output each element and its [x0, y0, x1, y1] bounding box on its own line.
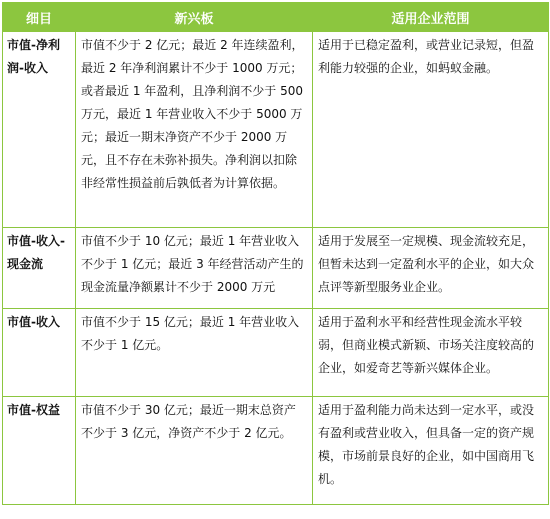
listing-criteria-table	[2, 2, 549, 505]
header-applicable-scope: 适用企业范围	[313, 3, 549, 32]
table-row	[3, 32, 549, 228]
row-criteria: 市值不少于 10 亿元；最近 1 年营业收入不少于 1 亿元；最近 3 年经营活动产生的现金流量净额累计不少于 2000 万元	[76, 228, 313, 309]
row-scope: 适用于已稳定盈利，或营业记录短，但盈利能力较强的企业，如蚂蚁金融。	[313, 32, 549, 228]
header-row	[3, 3, 549, 32]
header-item: 细目	[3, 3, 76, 32]
row-criteria: 市值不少于 2 亿元；最近 2 年连续盈利，最近 2 年净利润累计不少于 1000 万元；或者最近 1 年盈利，且净利润不少于 500 万元，最近 1 年营业收入不少于 5000 万元；最近一期末净资产不少于 2000 万元，且不存在未弥补损失。净利润以扣除非经常性损益前后孰低者为计算依据。	[76, 32, 313, 228]
row-category: 市值-收入	[3, 309, 76, 397]
row-scope: 适用于盈利水平和经营性现金流水平较弱，但商业模式新颖、市场关注度较高的企业，如爱奇艺等新兴媒体企业。	[313, 309, 549, 397]
row-category: 市值-权益	[3, 397, 76, 505]
row-scope: 适用于发展至一定规模、现金流较充足，但暂未达到一定盈利水平的企业，如大众点评等新型服务业企业。	[313, 228, 549, 309]
table-row	[3, 397, 549, 505]
row-criteria: 市值不少于 30 亿元；最近一期末总资产不少于 3 亿元，净资产不少于 2 亿元。	[76, 397, 313, 505]
row-category: 市值-净利润-收入	[3, 32, 76, 228]
row-category: 市值-收入-现金流	[3, 228, 76, 309]
row-criteria: 市值不少于 15 亿元；最近 1 年营业收入不少于 1 亿元。	[76, 309, 313, 397]
table-row	[3, 309, 549, 397]
table-row	[3, 228, 549, 309]
row-scope: 适用于盈利能力尚未达到一定水平，或没有盈利或营业收入，但具备一定的资产规模，市场前景良好的企业，如中国商用飞机。	[313, 397, 549, 505]
header-new-board: 新兴板	[76, 3, 313, 32]
